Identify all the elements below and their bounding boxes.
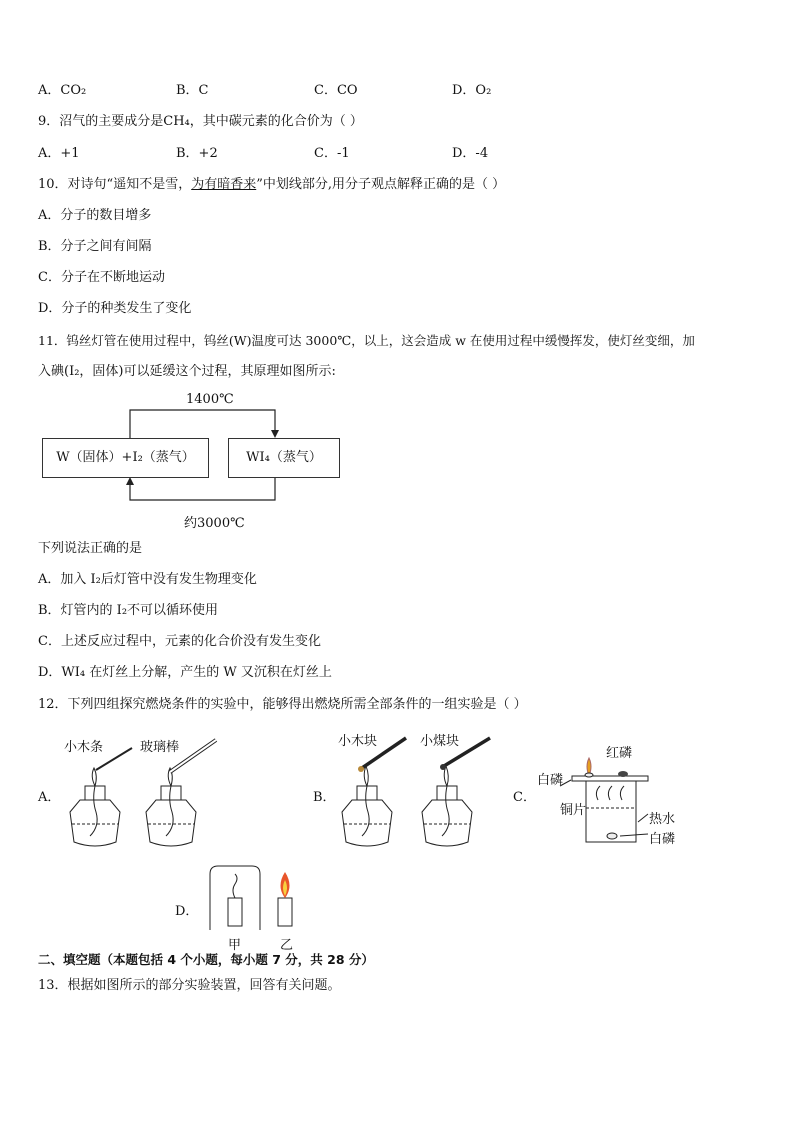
q10-option-b: B．分子之间有间隔 <box>38 239 152 254</box>
c-label-red-phosphorus: 红磷 <box>606 746 633 761</box>
q13-stem: 13．根据如图所示的部分实验装置，回答有关问题。 <box>38 978 341 993</box>
d-label-jia: 甲 <box>228 938 242 953</box>
q11-stem-line2: 入碘(I₂，固体)可以延缓这个过程，其原理如图所示: <box>38 364 336 379</box>
q12-stem: 12．下列四组探究燃烧条件的实验中，能够得出燃烧所需全部条件的一组实验是（ ） <box>38 697 527 712</box>
c-label-copper-sheet: 铜片 <box>560 803 587 818</box>
q12-option-a-letter: A． <box>38 790 61 805</box>
a-label-glass-rod: 玻璃棒 <box>140 740 180 755</box>
q11-right-box: WI₄（蒸气） <box>228 438 340 478</box>
q11-option-c: C．上述反应过程中，元素的化合价没有发生变化 <box>38 634 321 649</box>
c-label-hot-water: 热水 <box>649 812 676 827</box>
q10-stem-underlined: 为有暗香来 <box>191 177 257 192</box>
q11-bottom-label: 约3000℃ <box>184 516 245 531</box>
q11-option-a: A．加入 I₂后灯管中没有发生物理变化 <box>38 572 257 587</box>
q11-prompt: 下列说法正确的是 <box>38 541 143 556</box>
q8-option-b: B．C <box>176 83 209 98</box>
q9-stem: 9．沼气的主要成分是CH₄，其中碳元素的化合价为（ ） <box>38 114 363 129</box>
c-label-white-phosphorus-top: 白磷 <box>537 773 564 788</box>
q11-option-d: D．WI₄ 在灯丝上分解，产生的 W 又沉积在灯丝上 <box>38 665 332 680</box>
q11-stem-line1: 11．钨丝灯管在使用过程中，钨丝(W)温度可达 3000℃，以上，这会造成 w 在使用过程中缓慢挥发，使灯丝变细，加 <box>38 333 695 348</box>
q12-option-c-letter: C． <box>513 790 536 805</box>
q10-stem-post: ”中划线部分,用分子观点解释正确的是（ ） <box>256 177 506 192</box>
candle-yi <box>278 898 292 926</box>
smoke <box>233 874 237 898</box>
section-2-heading: 二、填空题（本题包括 4 个小题，每小题 7 分，共 28 分） <box>38 952 374 967</box>
b-label-wood-block: 小木块 <box>338 734 378 749</box>
d-label-yi: 乙 <box>280 938 294 953</box>
b-label-coal-block: 小煤块 <box>420 734 460 749</box>
q8-option-c: C．CO <box>314 83 358 98</box>
q11-option-b: B．灯管内的 I₂不可以循环使用 <box>38 603 219 618</box>
q10-option-c: C．分子在不断地运动 <box>38 270 165 285</box>
q10-option-d: D．分子的种类发生了变化 <box>38 301 192 316</box>
q10-stem-pre: 10．对诗句“遥知不是雪， <box>38 177 192 192</box>
q9-option-a: A．+1 <box>38 146 80 161</box>
q8-option-a: A．CO₂ <box>38 83 87 98</box>
q9-option-c: C．-1 <box>314 146 350 161</box>
q12-option-b-letter: B． <box>313 790 336 805</box>
q9-option-d: D．-4 <box>452 146 489 161</box>
candle-jia <box>228 898 242 926</box>
c-label-white-phosphorus-bottom: 白磷 <box>649 832 676 847</box>
q11-left-box: W（固体）+I₂（蒸气） <box>42 438 209 478</box>
a-label-wood-strip: 小木条 <box>64 740 104 755</box>
q8-option-d: D．O₂ <box>452 83 492 98</box>
q12-option-d-letter: D． <box>175 904 199 919</box>
q11-top-label: 1400℃ <box>186 392 234 407</box>
q9-option-b: B．+2 <box>176 146 218 161</box>
q10-option-a: A．分子的数目增多 <box>38 208 152 223</box>
